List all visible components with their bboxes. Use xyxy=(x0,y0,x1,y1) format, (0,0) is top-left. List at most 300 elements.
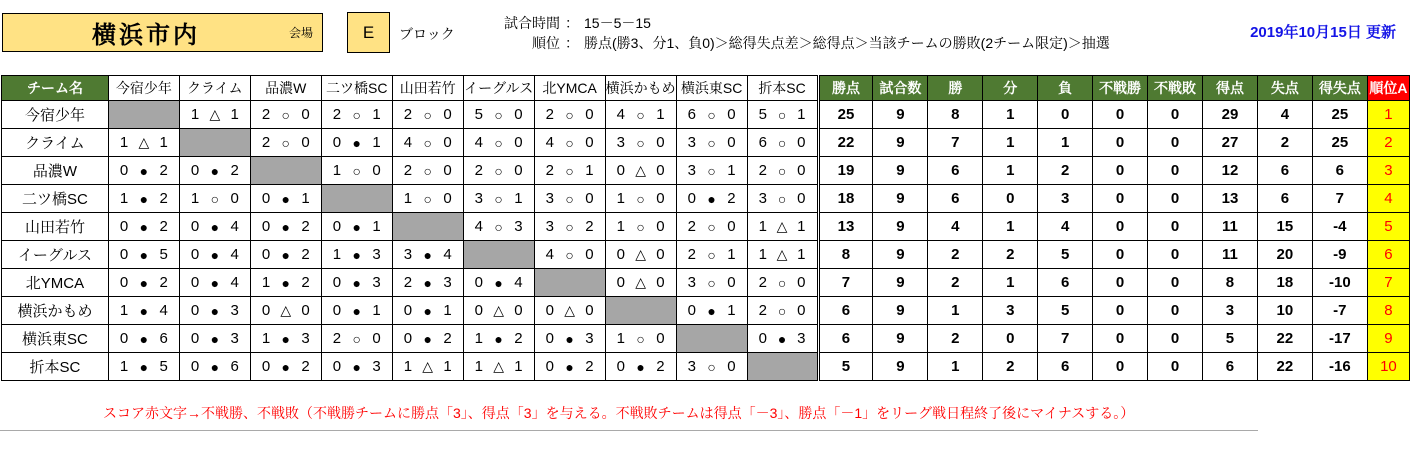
match-result-cell xyxy=(250,297,321,325)
match-time-value: 15－5－15 xyxy=(584,15,651,31)
score-right: 1 xyxy=(372,106,381,123)
match-result-cell xyxy=(676,269,747,297)
match-result xyxy=(606,162,676,179)
score-left: 4 xyxy=(616,106,625,123)
score-left: 0 xyxy=(758,330,767,347)
match-result-cell xyxy=(747,157,818,185)
stat-cell: 9 xyxy=(873,325,928,353)
loss-filled-circle-mark: ● xyxy=(707,190,716,207)
stat-cell: -17 xyxy=(1312,325,1367,353)
stat-cell: 9 xyxy=(873,213,928,241)
score-left: 4 xyxy=(474,218,484,235)
score-right: 3 xyxy=(372,246,381,263)
match-result xyxy=(535,162,605,179)
match-result-cell xyxy=(321,157,392,185)
score-left: 1 xyxy=(474,358,484,375)
match-result xyxy=(748,330,817,347)
score-left: 0 xyxy=(190,218,200,235)
score-left: 1 xyxy=(616,330,625,347)
score-left: 1 xyxy=(261,330,271,347)
match-result-cell xyxy=(676,157,747,185)
match-result-cell xyxy=(250,213,321,241)
match-result-cell xyxy=(534,213,605,241)
score-right: 2 xyxy=(585,218,594,235)
team-name-cell: 折本SC xyxy=(2,353,109,381)
table-row xyxy=(2,269,1410,297)
score-right: 2 xyxy=(159,190,168,207)
score-right: 1 xyxy=(443,302,452,319)
score-right: 1 xyxy=(443,358,452,375)
score-right: 1 xyxy=(585,162,594,179)
team-name-cell: 北YMCA xyxy=(2,269,109,297)
loss-filled-circle-mark: ● xyxy=(423,302,432,319)
match-result xyxy=(677,218,747,235)
column-header-opponent: クライム xyxy=(179,76,250,101)
rank-cell: 10 xyxy=(1367,353,1409,381)
match-result-cell xyxy=(250,353,321,381)
score-left: 0 xyxy=(545,358,554,375)
stat-cell: 9 xyxy=(873,101,928,129)
score-left: 0 xyxy=(332,358,342,375)
match-result-cell xyxy=(179,241,250,269)
score-right: 5 xyxy=(159,246,168,263)
rank-cell: 3 xyxy=(1367,157,1409,185)
score-left: 1 xyxy=(332,246,342,263)
match-result-cell xyxy=(108,213,179,241)
score-right: 0 xyxy=(514,302,523,319)
table-row xyxy=(2,297,1410,325)
column-header-stat: 不戦敗 xyxy=(1148,76,1203,101)
loss-filled-circle-mark: ● xyxy=(352,274,361,291)
score-left: 0 xyxy=(332,302,342,319)
score-right: 0 xyxy=(656,190,665,207)
match-result xyxy=(393,190,463,207)
team-name-cell: 二ツ橋SC xyxy=(2,185,109,213)
draw-triangle-mark: △ xyxy=(776,218,788,234)
match-result-cell xyxy=(392,129,463,157)
stat-cell: 0 xyxy=(1093,185,1148,213)
score-right: 0 xyxy=(301,134,310,151)
score-right: 1 xyxy=(727,162,736,179)
score-right: 3 xyxy=(585,330,594,347)
stat-cell: 2 xyxy=(983,241,1038,269)
stat-cell: 0 xyxy=(1093,213,1148,241)
stat-cell: 15 xyxy=(1257,213,1312,241)
match-result-cell xyxy=(605,185,676,213)
loss-filled-circle-mark: ● xyxy=(139,218,149,235)
win-circle-mark: ○ xyxy=(565,162,574,179)
score-right: 0 xyxy=(797,190,806,207)
score-left: 0 xyxy=(687,302,696,319)
score-left: 1 xyxy=(616,190,625,207)
column-header-team-name: チーム名 xyxy=(2,76,109,101)
stat-cell: 1 xyxy=(983,129,1038,157)
loss-filled-circle-mark: ● xyxy=(281,274,291,291)
score-right: 1 xyxy=(656,106,665,123)
match-result-cell xyxy=(676,129,747,157)
draw-triangle-mark: △ xyxy=(564,302,576,318)
stat-cell: 0 xyxy=(1148,297,1203,325)
match-result xyxy=(251,246,321,263)
self-match-cell xyxy=(605,297,676,325)
score-right: 0 xyxy=(514,162,523,179)
score-right: 0 xyxy=(797,134,806,151)
match-time-row xyxy=(482,13,1110,33)
loss-filled-circle-mark: ● xyxy=(139,302,149,319)
draw-triangle-mark: △ xyxy=(635,246,646,262)
self-match-cell xyxy=(108,101,179,129)
score-right: 1 xyxy=(230,106,239,123)
loss-filled-circle-mark: ● xyxy=(281,358,291,375)
win-circle-mark: ○ xyxy=(352,330,361,347)
win-circle-mark: ○ xyxy=(707,358,716,375)
score-right: 5 xyxy=(159,358,168,375)
stat-cell: 9 xyxy=(873,185,928,213)
stat-cell: 9 xyxy=(873,129,928,157)
score-left: 0 xyxy=(119,246,129,263)
match-result-cell xyxy=(463,269,534,297)
score-right: 4 xyxy=(230,246,239,263)
match-result xyxy=(109,134,179,151)
score-left: 1 xyxy=(758,246,767,263)
match-result-cell xyxy=(676,213,747,241)
match-result xyxy=(464,134,534,151)
score-right: 2 xyxy=(159,218,168,235)
match-result-cell xyxy=(463,101,534,129)
rank-rule-row xyxy=(482,33,1110,53)
stat-cell: 5 xyxy=(1038,241,1093,269)
score-right: 2 xyxy=(159,162,168,179)
self-match-cell xyxy=(676,325,747,353)
match-result-cell xyxy=(676,101,747,129)
score-left: 1 xyxy=(261,274,271,291)
table-row xyxy=(2,325,1410,353)
match-result xyxy=(251,218,321,235)
stat-cell: 0 xyxy=(1148,213,1203,241)
match-result xyxy=(251,190,321,207)
stat-cell: 6 xyxy=(1203,353,1258,381)
match-result-cell xyxy=(179,353,250,381)
score-right: 0 xyxy=(727,274,736,291)
match-result xyxy=(251,106,321,123)
match-result xyxy=(322,330,392,347)
score-right: 0 xyxy=(656,134,665,151)
stat-cell: 1 xyxy=(983,213,1038,241)
match-result xyxy=(606,358,676,375)
rank-rule-value: 勝点(勝3、分1、負0)＞総得失点差＞総得点＞当該チームの勝敗(2チーム限定)＞抽選 xyxy=(584,35,1110,51)
match-result-cell xyxy=(747,325,818,353)
score-left: 1 xyxy=(190,190,200,207)
draw-triangle-mark: △ xyxy=(635,162,646,178)
score-right: 0 xyxy=(797,162,806,179)
loss-filled-circle-mark: ● xyxy=(352,218,361,235)
match-result-cell xyxy=(250,185,321,213)
score-right: 1 xyxy=(797,246,806,263)
team-name-cell: イーグルス xyxy=(2,241,109,269)
match-result-cell xyxy=(250,129,321,157)
score-left: 3 xyxy=(687,274,696,291)
stat-cell: 25 xyxy=(1312,129,1367,157)
win-circle-mark: ○ xyxy=(565,190,574,207)
win-circle-mark: ○ xyxy=(423,134,432,151)
match-result xyxy=(464,302,534,319)
stat-cell: 7 xyxy=(818,269,873,297)
loss-filled-circle-mark: ● xyxy=(565,358,574,375)
stat-cell: 7 xyxy=(928,129,983,157)
match-result xyxy=(535,246,605,263)
score-right: 0 xyxy=(230,190,239,207)
score-left: 0 xyxy=(616,274,625,291)
match-result-cell xyxy=(392,297,463,325)
score-left: 0 xyxy=(190,162,200,179)
loss-filled-circle-mark: ● xyxy=(210,274,220,291)
loss-filled-circle-mark: ● xyxy=(352,358,361,375)
stat-cell: -10 xyxy=(1312,269,1367,297)
win-circle-mark: ○ xyxy=(777,302,787,319)
stat-cell: 6 xyxy=(818,297,873,325)
venue-box xyxy=(2,13,323,52)
score-left: 0 xyxy=(616,358,625,375)
score-left: 2 xyxy=(474,162,484,179)
self-match-cell xyxy=(250,157,321,185)
stat-cell: 6 xyxy=(818,325,873,353)
match-result xyxy=(606,274,676,291)
score-right: 3 xyxy=(372,274,381,291)
score-left: 2 xyxy=(687,246,696,263)
stat-cell: 0 xyxy=(983,185,1038,213)
match-result xyxy=(109,246,179,263)
win-circle-mark: ○ xyxy=(777,274,787,291)
score-right: 4 xyxy=(514,274,523,291)
match-result xyxy=(748,162,817,179)
win-circle-mark: ○ xyxy=(636,106,645,123)
match-result-cell xyxy=(392,101,463,129)
column-header-opponent: 二ツ橋SC xyxy=(321,76,392,101)
score-right: 2 xyxy=(301,246,310,263)
win-circle-mark: ○ xyxy=(707,274,716,291)
score-left: 0 xyxy=(332,134,342,151)
score-left: 0 xyxy=(474,302,484,319)
table-row xyxy=(2,185,1410,213)
score-left: 0 xyxy=(545,302,554,319)
score-right: 0 xyxy=(656,246,665,263)
match-result-cell xyxy=(747,185,818,213)
match-result xyxy=(109,302,179,319)
stat-cell: -16 xyxy=(1312,353,1367,381)
match-result xyxy=(109,330,179,347)
score-right: 0 xyxy=(443,162,452,179)
match-result xyxy=(535,218,605,235)
match-result xyxy=(322,246,392,263)
score-left: 2 xyxy=(261,134,271,151)
stat-cell: 3 xyxy=(1203,297,1258,325)
score-left: 0 xyxy=(687,190,696,207)
stat-cell: 18 xyxy=(818,185,873,213)
stat-cell: 0 xyxy=(1148,157,1203,185)
column-header-stat: 勝点 xyxy=(818,76,873,101)
score-left: 1 xyxy=(403,358,413,375)
team-name-cell: 山田若竹 xyxy=(2,213,109,241)
stat-cell: 0 xyxy=(1093,101,1148,129)
win-circle-mark: ○ xyxy=(777,162,787,179)
match-result-cell xyxy=(392,269,463,297)
stat-cell: 0 xyxy=(1148,269,1203,297)
table-row xyxy=(2,157,1410,185)
win-circle-mark: ○ xyxy=(210,190,220,207)
self-match-cell xyxy=(179,129,250,157)
rank-cell: 5 xyxy=(1367,213,1409,241)
score-right: 1 xyxy=(159,134,168,151)
match-result-cell xyxy=(534,101,605,129)
win-circle-mark: ○ xyxy=(707,134,716,151)
score-right: 3 xyxy=(372,358,381,375)
score-left: 5 xyxy=(474,106,484,123)
column-header-rank: 順位A xyxy=(1367,76,1409,101)
match-result-cell xyxy=(605,157,676,185)
stat-cell: 9 xyxy=(873,241,928,269)
stat-cell: 2 xyxy=(1038,157,1093,185)
stat-cell: 0 xyxy=(1093,157,1148,185)
stat-cell: 0 xyxy=(1093,129,1148,157)
score-right: 2 xyxy=(301,218,310,235)
score-left: 0 xyxy=(332,274,342,291)
match-result xyxy=(677,134,747,151)
match-result xyxy=(322,274,392,291)
score-right: 0 xyxy=(585,190,594,207)
team-name-cell: 横浜かもめ xyxy=(2,297,109,325)
score-left: 3 xyxy=(758,190,767,207)
score-right: 1 xyxy=(727,302,736,319)
match-result xyxy=(180,190,250,207)
score-right: 4 xyxy=(230,274,239,291)
stat-cell: 9 xyxy=(873,353,928,381)
match-result-cell xyxy=(747,101,818,129)
match-result-cell xyxy=(250,325,321,353)
match-result xyxy=(180,246,250,263)
match-result-cell xyxy=(605,269,676,297)
match-result xyxy=(535,330,605,347)
match-result xyxy=(393,274,463,291)
loss-filled-circle-mark: ● xyxy=(210,162,220,179)
team-name-cell: 品濃W xyxy=(2,157,109,185)
match-result xyxy=(677,358,747,375)
win-circle-mark: ○ xyxy=(423,190,432,207)
match-result-cell xyxy=(179,325,250,353)
score-right: 2 xyxy=(230,162,239,179)
score-right: 1 xyxy=(514,358,523,375)
match-result xyxy=(606,246,676,263)
score-right: 3 xyxy=(514,218,523,235)
column-header-stat: 勝 xyxy=(928,76,983,101)
standings-table xyxy=(1,75,1410,381)
column-header-stat: 試合数 xyxy=(873,76,928,101)
match-result xyxy=(535,106,605,123)
score-left: 0 xyxy=(261,302,271,319)
score-right: 0 xyxy=(656,218,665,235)
stat-cell: 0 xyxy=(1093,269,1148,297)
rank-cell: 2 xyxy=(1367,129,1409,157)
match-result xyxy=(109,358,179,375)
win-circle-mark: ○ xyxy=(707,106,716,123)
table-row xyxy=(2,241,1410,269)
score-right: 0 xyxy=(727,358,736,375)
rank-rule-label: 順位 xyxy=(532,35,560,51)
score-left: 0 xyxy=(261,246,271,263)
score-left: 2 xyxy=(403,274,413,291)
block-value-box: E xyxy=(347,12,390,53)
column-header-opponent: 品濃W xyxy=(250,76,321,101)
match-result-cell xyxy=(108,353,179,381)
match-result xyxy=(322,106,392,123)
match-result xyxy=(464,190,534,207)
score-left: 0 xyxy=(119,274,129,291)
column-header-stat: 失点 xyxy=(1257,76,1312,101)
stat-cell: 0 xyxy=(1148,185,1203,213)
stat-cell: 13 xyxy=(818,213,873,241)
match-result-cell xyxy=(179,213,250,241)
stat-cell: 11 xyxy=(1203,241,1258,269)
loss-filled-circle-mark: ● xyxy=(423,330,432,347)
match-result xyxy=(180,358,250,375)
stat-cell: 10 xyxy=(1257,297,1312,325)
match-result xyxy=(464,218,534,235)
match-result xyxy=(535,190,605,207)
loss-filled-circle-mark: ● xyxy=(281,218,291,235)
rank-cell: 4 xyxy=(1367,185,1409,213)
match-result-cell xyxy=(108,185,179,213)
score-right: 2 xyxy=(301,358,310,375)
loss-filled-circle-mark: ● xyxy=(281,190,291,207)
loss-filled-circle-mark: ● xyxy=(139,162,149,179)
loss-filled-circle-mark: ● xyxy=(494,330,503,347)
column-header-opponent: 折本SC xyxy=(747,76,818,101)
match-result xyxy=(748,246,817,263)
match-result xyxy=(393,358,463,375)
venue-name: 横浜市内 xyxy=(91,22,200,49)
score-right: 2 xyxy=(585,358,594,375)
match-result xyxy=(677,106,747,123)
stat-cell: 22 xyxy=(1257,325,1312,353)
stat-cell: 6 xyxy=(1038,269,1093,297)
rank-cell: 6 xyxy=(1367,241,1409,269)
score-right: 0 xyxy=(585,134,594,151)
match-result xyxy=(393,134,463,151)
score-left: 2 xyxy=(545,162,554,179)
score-left: 2 xyxy=(403,106,413,123)
footer-note: スコア赤文字→不戦勝、不戦敗（不戦勝チームに勝点「3」、得点「3」を与える。不戦敗チームは得点「－3」、勝点「－1」をリーグ戦日程終了後にマイナスする。） xyxy=(0,399,1258,431)
column-header-opponent: 北YMCA xyxy=(534,76,605,101)
match-result xyxy=(180,330,250,347)
stat-cell: 0 xyxy=(1038,101,1093,129)
stat-cell: 2 xyxy=(928,269,983,297)
match-result xyxy=(251,274,321,291)
stat-cell: 13 xyxy=(1203,185,1258,213)
rank-cell: 8 xyxy=(1367,297,1409,325)
column-header-opponent: 横浜かもめ xyxy=(605,76,676,101)
score-right: 0 xyxy=(301,302,310,319)
score-right: 1 xyxy=(301,190,310,207)
stat-cell: 3 xyxy=(983,297,1038,325)
loss-filled-circle-mark: ● xyxy=(423,246,432,263)
score-right: 1 xyxy=(372,302,381,319)
stat-cell: 1 xyxy=(1038,129,1093,157)
match-result xyxy=(180,302,250,319)
stat-cell: 3 xyxy=(1038,185,1093,213)
stat-cell: 0 xyxy=(1093,353,1148,381)
draw-triangle-mark: △ xyxy=(138,134,150,150)
score-right: 0 xyxy=(372,330,381,347)
self-match-cell xyxy=(321,185,392,213)
